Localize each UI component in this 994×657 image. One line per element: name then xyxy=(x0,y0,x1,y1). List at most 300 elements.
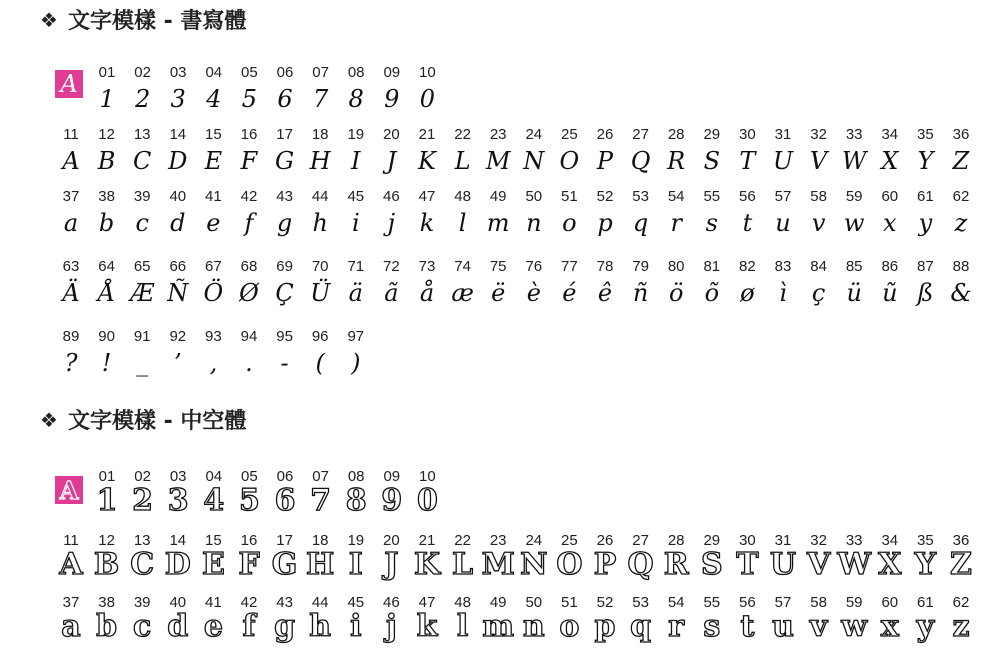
glyph-number: 37 xyxy=(62,188,80,205)
glyph-cell xyxy=(516,258,552,310)
glyph-number: 59 xyxy=(845,188,863,205)
glyph-number: 41 xyxy=(205,594,222,611)
glyph-sample: 6 xyxy=(277,85,293,113)
glyph-cell xyxy=(587,532,623,582)
glyph-number: 52 xyxy=(596,594,614,611)
glyph-number: 01 xyxy=(98,64,116,81)
glyph-cell xyxy=(409,594,445,644)
glyph-number: 53 xyxy=(632,594,649,611)
glyph-cell xyxy=(302,188,338,240)
glyph-sample: 4 xyxy=(203,483,225,518)
glyph-number: 61 xyxy=(917,188,934,205)
glyph-cell xyxy=(267,64,303,116)
glyph-sample: Q xyxy=(630,147,651,175)
glyph-number: 92 xyxy=(169,328,187,345)
glyph-cell xyxy=(551,258,587,310)
glyph-cell xyxy=(196,468,232,518)
diamond-bullet-icon: ❖ xyxy=(40,7,58,32)
glyph-sample: i xyxy=(350,609,362,644)
glyph-sample: ’ xyxy=(173,349,182,377)
glyph-number: 44 xyxy=(311,188,329,205)
glyph-cell xyxy=(124,188,160,240)
glyph-sample: F xyxy=(238,547,260,582)
glyph-number: 15 xyxy=(205,532,222,549)
glyph-number: 14 xyxy=(169,532,187,549)
glyph-sample: è xyxy=(526,279,541,307)
glyph-sample: h xyxy=(312,209,328,237)
glyph-cell xyxy=(125,64,161,116)
glyph-number: 17 xyxy=(276,126,293,143)
glyph-sample: Q xyxy=(627,547,654,582)
glyph-sample: s xyxy=(705,209,718,237)
glyph-number: 05 xyxy=(241,468,258,485)
glyph-number: 18 xyxy=(311,532,329,549)
glyph-cell xyxy=(195,594,231,644)
glyph-sample: y xyxy=(916,609,935,644)
glyph-sample: z xyxy=(954,209,968,237)
glyph-sample: X xyxy=(881,147,899,175)
glyph-number: 12 xyxy=(98,126,115,143)
glyph-sample: - xyxy=(280,349,289,377)
glyph-number: 75 xyxy=(489,258,507,275)
glyph-sample: o xyxy=(562,209,577,237)
glyph-cell xyxy=(338,126,374,178)
glyph-number: 04 xyxy=(205,468,223,485)
glyph-sample: C xyxy=(130,547,155,582)
glyph-cell xyxy=(445,594,481,644)
glyph-sample: G xyxy=(271,547,298,582)
glyph-cell xyxy=(409,188,445,240)
glyph-sample: 3 xyxy=(170,85,186,113)
glyph-sample: j xyxy=(385,609,397,644)
glyph-cell xyxy=(195,532,231,582)
glyph-cell xyxy=(623,126,659,178)
glyph-number: 55 xyxy=(703,594,721,611)
glyph-sample: q xyxy=(632,209,649,237)
glyph-sample: B xyxy=(93,547,120,582)
glyph-sample: W xyxy=(837,547,872,582)
glyph-number: 93 xyxy=(205,328,222,345)
glyph-number: 51 xyxy=(561,188,578,205)
glyph-sample: ( xyxy=(315,349,325,377)
glyph-cell xyxy=(694,188,730,240)
glyph-number: 45 xyxy=(347,188,365,205)
glyph-number: 10 xyxy=(419,468,436,485)
glyph-cell xyxy=(694,532,730,582)
glyph-cell xyxy=(551,532,587,582)
glyph-cell xyxy=(943,258,979,310)
glyph-number: 03 xyxy=(169,64,187,81)
glyph-cell xyxy=(53,328,89,380)
glyph-cell xyxy=(729,532,765,582)
glyph-cell xyxy=(124,126,160,178)
glyph-number: 85 xyxy=(845,258,863,275)
glyph-number: 13 xyxy=(133,126,151,143)
glyph-sample: H xyxy=(309,147,331,175)
glyph-number: 82 xyxy=(739,258,756,275)
glyph-cell xyxy=(231,188,267,240)
glyph-sample: B xyxy=(97,147,116,175)
glyph-cell xyxy=(160,258,196,310)
glyph-sample: H xyxy=(306,547,335,582)
glyph-number: 36 xyxy=(952,126,970,143)
glyph-sample: 1 xyxy=(96,483,118,518)
glyph-number: 19 xyxy=(347,532,365,549)
glyph-number: 51 xyxy=(561,594,578,611)
glyph-number: 27 xyxy=(632,126,649,143)
glyph-cell xyxy=(801,594,837,644)
glyph-number: 29 xyxy=(703,532,721,549)
glyph-number: 70 xyxy=(311,258,329,275)
glyph-number: 16 xyxy=(240,126,258,143)
glyph-cell xyxy=(231,258,267,310)
glyph-cell xyxy=(373,126,409,178)
glyph-sample: ) xyxy=(351,349,361,377)
glyph-cell xyxy=(374,64,410,116)
glyph-sample: ñ xyxy=(632,279,649,307)
glyph-sample: k xyxy=(416,609,438,644)
glyph-cell xyxy=(516,188,552,240)
glyph-cell xyxy=(267,468,303,518)
glyph-sample: ã xyxy=(384,279,399,307)
glyph-sample: X xyxy=(878,547,902,582)
glyph-number: 54 xyxy=(667,188,685,205)
glyph-number: 21 xyxy=(418,126,436,143)
glyph-cell xyxy=(658,126,694,178)
glyph-number: 80 xyxy=(667,258,685,275)
glyph-cell xyxy=(587,188,623,240)
glyph-number: 59 xyxy=(845,594,863,611)
glyph-cell xyxy=(943,532,979,582)
glyph-number: 35 xyxy=(917,532,934,549)
glyph-cell xyxy=(267,126,303,178)
glyph-number: 08 xyxy=(347,468,365,485)
glyph-number: 35 xyxy=(917,126,934,143)
glyph-cell xyxy=(836,126,872,178)
glyph-sample: G xyxy=(275,147,295,175)
glyph-number: 28 xyxy=(667,126,685,143)
glyph-sample: 7 xyxy=(312,85,329,113)
glyph-cell xyxy=(516,532,552,582)
glyph-sample: ũ xyxy=(882,279,898,307)
glyph-number: 64 xyxy=(98,258,115,275)
glyph-number: 54 xyxy=(667,594,685,611)
glyph-sample: v xyxy=(809,609,828,644)
glyph-sample: v xyxy=(811,209,826,237)
glyph-cell xyxy=(338,468,374,518)
glyph-cell xyxy=(765,594,801,644)
glyph-cell xyxy=(231,328,267,380)
glyph-number: 56 xyxy=(739,188,756,205)
glyph-number: 47 xyxy=(418,594,436,611)
glyph-number: 03 xyxy=(169,468,187,485)
glyph-sample: e xyxy=(203,609,223,644)
glyph-cell xyxy=(303,64,339,116)
glyph-sample: 9 xyxy=(384,85,400,113)
glyph-number: 57 xyxy=(774,594,792,611)
glyph-cell xyxy=(89,468,125,518)
glyph-number: 74 xyxy=(454,258,471,275)
badge-glyph: A xyxy=(60,70,78,98)
glyph-sample: m xyxy=(486,209,510,237)
glyph-number: 78 xyxy=(596,258,614,275)
glyph-number: 73 xyxy=(418,258,436,275)
glyph-number: 40 xyxy=(169,594,187,611)
script-font-badge-icon xyxy=(55,70,83,98)
glyph-cell xyxy=(480,126,516,178)
glyph-number: 90 xyxy=(98,328,115,345)
glyph-number: 91 xyxy=(133,328,151,345)
glyph-sample: 4 xyxy=(206,85,222,113)
glyph-number: 55 xyxy=(703,188,721,205)
glyph-number: 96 xyxy=(311,328,329,345)
glyph-number: 36 xyxy=(952,532,970,549)
glyph-number: 63 xyxy=(62,258,80,275)
glyph-sample: E xyxy=(204,147,223,175)
glyph-sample: j xyxy=(387,209,396,237)
glyph-sample: p xyxy=(594,609,616,644)
glyph-sample: q xyxy=(630,609,652,644)
glyph-cell xyxy=(907,126,943,178)
glyph-number: 83 xyxy=(774,258,792,275)
glyph-sample: , xyxy=(209,349,218,377)
glyph-cell xyxy=(89,594,125,644)
glyph-cell xyxy=(694,594,730,644)
glyph-sample: P xyxy=(593,547,617,582)
glyph-cell xyxy=(160,328,196,380)
glyph-number: 65 xyxy=(133,258,151,275)
glyph-sample: & xyxy=(950,279,972,307)
glyph-cell xyxy=(623,594,659,644)
glyph-number: 16 xyxy=(240,532,258,549)
glyph-cell xyxy=(303,468,339,518)
glyph-sample: S xyxy=(703,147,721,175)
glyph-sample: O xyxy=(559,147,580,175)
glyph-cell xyxy=(267,258,303,310)
glyph-cell xyxy=(267,594,303,644)
glyph-number: 61 xyxy=(917,594,934,611)
glyph-number: 72 xyxy=(383,258,400,275)
glyph-sample: Ö xyxy=(203,279,224,307)
glyph-sample: õ xyxy=(704,279,720,307)
glyph-number: 38 xyxy=(98,188,115,205)
glyph-cell xyxy=(907,258,943,310)
glyph-sample: Y xyxy=(914,547,937,582)
glyph-number: 62 xyxy=(952,594,970,611)
glyph-cell xyxy=(409,126,445,178)
glyph-sample: ê xyxy=(597,279,613,307)
glyph-cell xyxy=(302,126,338,178)
glyph-cell xyxy=(409,532,445,582)
glyph-cell xyxy=(195,126,231,178)
glyph-number: 49 xyxy=(489,594,507,611)
glyph-number: 09 xyxy=(383,64,401,81)
glyph-cell xyxy=(195,188,231,240)
glyph-sample: Æ xyxy=(130,279,155,307)
glyph-cell xyxy=(658,258,694,310)
glyph-number: 07 xyxy=(312,468,329,485)
glyph-sample: A xyxy=(62,147,80,175)
glyph-sample: Ä xyxy=(62,279,80,307)
glyph-number: 12 xyxy=(98,532,115,549)
glyph-cell xyxy=(445,258,481,310)
glyph-sample: c xyxy=(133,609,152,644)
glyph-sample: Z xyxy=(952,147,970,175)
glyph-sample: f xyxy=(242,609,256,644)
glyph-cell xyxy=(89,188,125,240)
glyph-number: 14 xyxy=(169,126,187,143)
glyph-cell xyxy=(338,258,374,310)
glyph-sample: D xyxy=(164,547,191,582)
glyph-sample: C xyxy=(133,147,152,175)
glyph-number: 81 xyxy=(703,258,721,275)
glyph-cell xyxy=(373,594,409,644)
glyph-number: 04 xyxy=(205,64,223,81)
glyph-sample: _ xyxy=(136,349,149,377)
glyph-sample: u xyxy=(775,209,791,237)
glyph-number: 19 xyxy=(347,126,365,143)
glyph-cell xyxy=(801,258,837,310)
glyph-sample: 5 xyxy=(238,483,260,518)
glyph-number: 21 xyxy=(418,532,436,549)
glyph-number: 46 xyxy=(383,188,400,205)
glyph-sample: d xyxy=(167,609,189,644)
glyph-cell xyxy=(445,126,481,178)
glyph-cell xyxy=(160,188,196,240)
glyph-number: 76 xyxy=(525,258,543,275)
glyph-sample: ì xyxy=(779,279,787,307)
glyph-number: 52 xyxy=(596,188,614,205)
glyph-cell xyxy=(658,594,694,644)
glyph-sample: e xyxy=(206,209,221,237)
glyph-number: 11 xyxy=(63,532,79,549)
glyph-cell xyxy=(373,532,409,582)
glyph-sample: Ü xyxy=(310,279,331,307)
glyph-cell xyxy=(765,258,801,310)
glyph-cell xyxy=(53,258,89,310)
glyph-cell xyxy=(124,594,160,644)
glyph-sample: l xyxy=(456,609,469,644)
glyph-sample: ö xyxy=(668,279,684,307)
glyph-cell xyxy=(943,594,979,644)
glyph-cell xyxy=(196,64,232,116)
glyph-cell xyxy=(516,594,552,644)
glyph-cell xyxy=(943,188,979,240)
glyph-cell xyxy=(551,594,587,644)
glyph-sample: n xyxy=(526,209,542,237)
glyph-number: 02 xyxy=(134,468,151,485)
glyph-sample: 0 xyxy=(419,85,436,113)
glyph-sample: o xyxy=(559,609,580,644)
glyph-number: 39 xyxy=(133,188,151,205)
glyph-cell xyxy=(338,328,374,380)
glyph-number: 02 xyxy=(134,64,151,81)
glyph-cell xyxy=(623,188,659,240)
glyph-cell xyxy=(89,64,125,116)
glyph-cell xyxy=(765,188,801,240)
glyph-number: 43 xyxy=(276,594,293,611)
glyph-sample: K xyxy=(418,147,436,175)
glyph-cell xyxy=(729,594,765,644)
glyph-number: 01 xyxy=(98,468,116,485)
glyph-sample: 1 xyxy=(99,85,115,113)
glyph-cell xyxy=(160,126,196,178)
glyph-sample: 8 xyxy=(348,85,364,113)
glyph-number: 57 xyxy=(774,188,792,205)
glyph-number: 24 xyxy=(525,126,543,143)
glyph-sample: å xyxy=(419,279,435,307)
glyph-sample: W xyxy=(841,147,867,175)
glyph-cell xyxy=(53,594,89,644)
glyph-sample: Ç xyxy=(275,279,294,307)
glyph-cell xyxy=(124,258,160,310)
glyph-sample: 0 xyxy=(416,483,438,518)
glyph-cell xyxy=(551,188,587,240)
glyph-sample: S xyxy=(700,547,723,582)
glyph-number: 87 xyxy=(917,258,934,275)
glyph-sample: 2 xyxy=(132,483,154,518)
glyph-number: 33 xyxy=(845,532,863,549)
glyph-sample: ä xyxy=(348,279,363,307)
glyph-cell xyxy=(302,258,338,310)
glyph-sample: J xyxy=(384,547,399,582)
glyph-number: 66 xyxy=(169,258,187,275)
glyph-sample: ç xyxy=(811,279,826,307)
glyph-number: 94 xyxy=(240,328,258,345)
glyph-sample: x xyxy=(883,209,897,237)
glyph-sample: R xyxy=(667,147,686,175)
glyph-number: 30 xyxy=(739,126,756,143)
glyph-cell xyxy=(338,532,374,582)
glyph-sample: V xyxy=(809,147,828,175)
glyph-cell xyxy=(267,188,303,240)
glyph-cell xyxy=(445,188,481,240)
glyph-cell xyxy=(836,188,872,240)
glyph-cell xyxy=(231,594,267,644)
glyph-sample: M xyxy=(485,147,511,175)
glyph-cell xyxy=(231,468,267,518)
glyph-number: 45 xyxy=(347,594,365,611)
glyph-cell xyxy=(160,64,196,116)
glyph-cell xyxy=(160,532,196,582)
glyph-sample: Ñ xyxy=(167,279,189,307)
glyph-cell xyxy=(409,258,445,310)
glyph-sample: r xyxy=(668,609,685,644)
glyph-number: 42 xyxy=(240,188,258,205)
glyph-sample: K xyxy=(413,547,441,582)
glyph-cell xyxy=(765,532,801,582)
glyph-sample: g xyxy=(274,609,296,644)
glyph-cell xyxy=(231,126,267,178)
glyph-sample: T xyxy=(736,547,759,582)
glyph-cell xyxy=(729,126,765,178)
glyph-cell xyxy=(694,126,730,178)
glyph-sample: g xyxy=(276,209,293,237)
glyph-number: 50 xyxy=(525,594,543,611)
glyph-number: 20 xyxy=(383,126,400,143)
glyph-sample: U xyxy=(772,147,794,175)
glyph-number: 09 xyxy=(383,468,401,485)
glyph-cell xyxy=(89,258,125,310)
glyph-number: 42 xyxy=(240,594,258,611)
glyph-sample: 5 xyxy=(241,85,258,113)
glyph-cell xyxy=(658,532,694,582)
glyph-cell xyxy=(480,258,516,310)
glyph-cell xyxy=(160,468,196,518)
glyph-cell xyxy=(872,258,908,310)
glyph-number: 37 xyxy=(62,594,80,611)
glyph-cell xyxy=(943,126,979,178)
